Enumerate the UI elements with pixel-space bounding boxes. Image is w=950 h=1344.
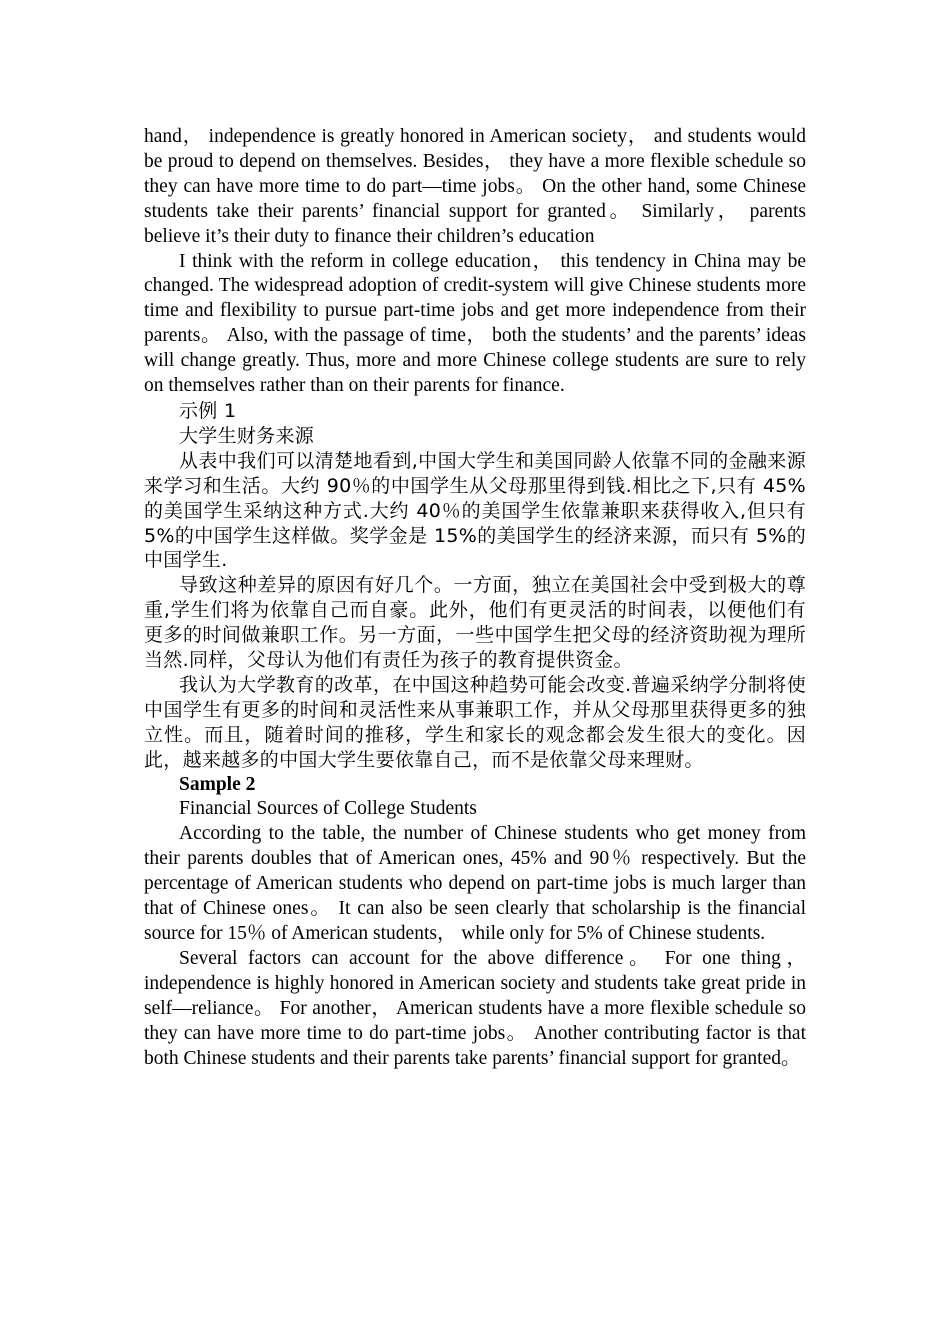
chinese-title: 大学生财务来源	[179, 424, 315, 447]
chinese-paragraph-2: 导致这种差异的原因有好几个。一方面，独立在美国社会中受到极大的尊重,学生们将为依靠自己而自豪。此外，他们有更灵活的时间表，以便他们有更多的时间做兼职工作。另一方面，一些中国学生把父母的经济资助视为理所当然.同样，父母认为他们有责任为孩子的教育提供资金。	[144, 574, 806, 672]
chinese-paragraph-3: 我认为大学教育的改革，在中国这种趋势可能会改变.普遍采纳学分制将使中国学生有更多的时间和灵活性来从事兼职工作，并从父母那里获得更多的独立性。而且，随着时间的推移，学生和家长的观念都会发生很大的变化。因此，越来越多的中国大学生要依靠自己，而不是依靠父母来理财。	[144, 673, 806, 771]
example-label: 示例 1	[179, 399, 237, 422]
sample-paragraph-1: According to the table, the number of Chinese students who get money from their parents doubles that of American ones, 45% and 90％ respectively. But the percentage of American students who depend on part-time jobs is much larger than that of Chinese ones。 It can also be seen clearly that scholarship is the financial source for 15％ of American students， while only for 5% of Chinese students.	[144, 823, 806, 944]
chinese-paragraph-1: 从表中我们可以清楚地看到,中国大学生和美国同龄人依靠不同的金融来源来学习和生活。大约 90％的中国学生从父母那里得到钱.相比之下,只有 45%的美国学生采纳这种方式.大约 40％的美国学生依靠兼职来获得收入,但只有 5%的中国学生这样做。奖学金是 15%的美国学生的经济来源，而只有 5%的中国学生.	[144, 449, 806, 572]
sample-heading: Sample 2	[179, 773, 256, 795]
sample-title: Financial Sources of College Students	[179, 798, 477, 820]
document-body	[144, 125, 806, 1071]
paragraph-reform: I think with the reform in college education， this tendency in China may be changed. The widespread adoption of credit-system will give Chinese students more time and flexibility to pursue part-time jobs and get more independence from their parents。 Also, with the passage of time， both the students’ and the parents’ ideas will change greatly. Thus, more and more Chinese college students are sure to rely on themselves rather than on their parents for finance.	[144, 250, 806, 397]
paragraph-continuation: hand， independence is greatly honored in American society， and students would be proud to depend on themselves. Besides， they have a more flexible schedule so they can have more time to do part—time jobs。 On the other hand, some Chinese students take their parents’ financial support for granted。 Similarly， parents believe it’s their duty to finance their children’s education	[144, 126, 806, 247]
sample-paragraph-2: Several factors can account for the above difference。 For one thing， independence is highly honored in American society and students take great pride in self—reliance。 For another， American students have a more flexible schedule so they can have more time to do part-time jobs。 Another contributing factor is that both Chinese students and their parents take parents’ financial support for granted。	[144, 947, 806, 1069]
